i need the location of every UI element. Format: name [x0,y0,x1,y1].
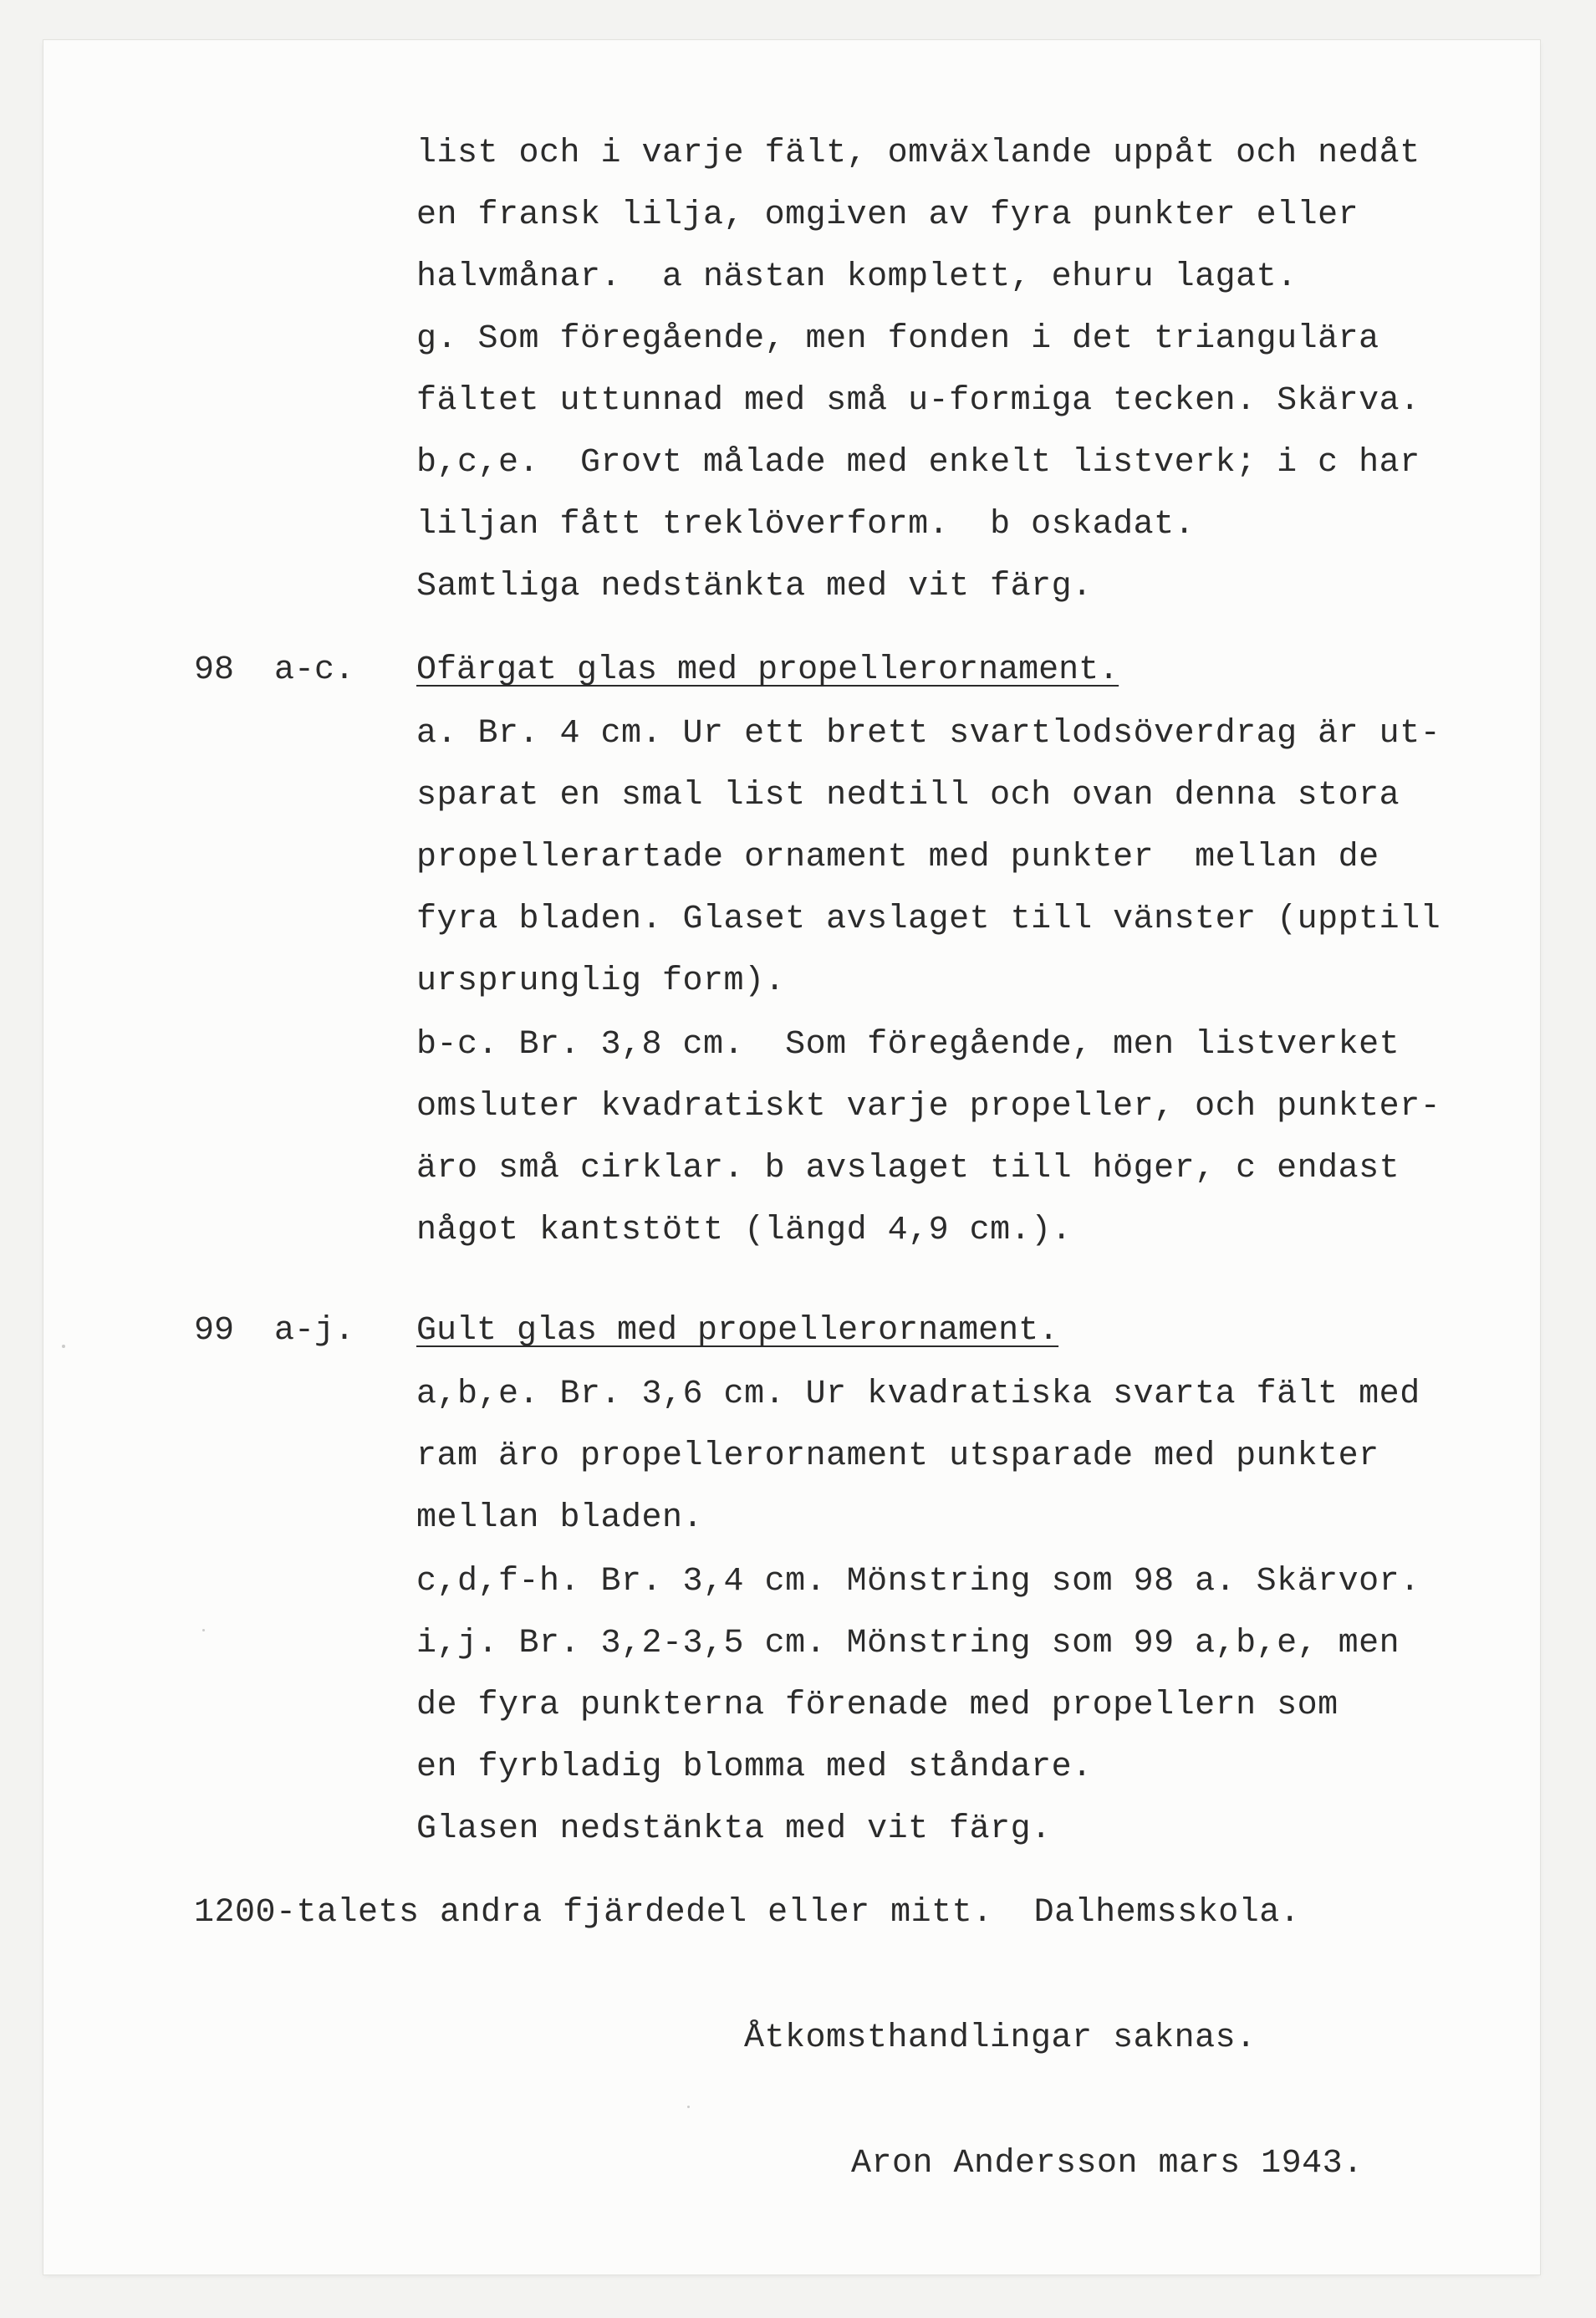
entry-line: något kantstött (längd 4,9 cm.). [416,1212,1073,1249]
entry-line: omsluter kvadratiskt varje propeller, och punkter- [416,1088,1441,1126]
entry-line: a,b,e. Br. 3,6 cm. Ur kvadratiska svarta fält med [416,1376,1420,1413]
intro-line: en fransk lilja, omgiven av fyra punkter eller [416,197,1359,234]
entry-number: 98 [194,651,235,689]
entry-line: Glasen nedstänkta med vit färg. [416,1810,1052,1848]
entry-line: a. Br. 4 cm. Ur ett brett svartlodsöverdrag är ut- [416,715,1441,753]
intro-line: list och i varje fält, omväxlande uppåt och nedåt [416,135,1420,172]
entry-line: fyra bladen. Glaset avslaget till vänster (upptill [416,901,1441,938]
entry-line: sparat en smal list nedtill och ovan denna stora [416,777,1400,814]
intro-line: liljan fått treklöverform. b oskadat. [416,506,1196,544]
entry-heading: Gult glas med propellerornament. [416,1312,1059,1350]
intro-line: Samtliga nedstänkta med vit färg. [416,568,1093,605]
entry-heading: Ofärgat glas med propellerornament. [416,651,1119,689]
intro-line: fältet uttunnad med små u-formiga tecken. Skärva. [416,382,1420,420]
paper-speck [687,2106,690,2108]
signature: Aron Andersson mars 1943. [851,2145,1364,2183]
intro-line: halvmånar. a nästan komplett, ehuru lagat. [416,258,1298,296]
entry-ref: a-j. [274,1312,355,1350]
intro-line: b,c,e. Grovt målade med enkelt listverk; i c har [416,444,1420,482]
entry-line: mellan bladen. [416,1499,704,1537]
dating-line: 1200-talets andra fjärdedel eller mitt. Dalhemsskola. [194,1894,1301,1932]
entry-line: ursprunglig form). [416,962,786,1000]
intro-line: g. Som föregående, men fonden i det triangulära [416,320,1379,358]
entry-line: de fyra punkterna förenade med propellern som [416,1687,1338,1724]
paper-speck [202,1629,205,1631]
entry-line: b-c. Br. 3,8 cm. Som föregående, men listverket [416,1026,1400,1064]
entry-line: i,j. Br. 3,2-3,5 cm. Mönstring som 99 a,b,e, men [416,1625,1400,1662]
entry-number: 99 [194,1312,235,1350]
typed-page [43,40,1540,2275]
entry-ref: a-c. [274,651,355,689]
entry-line: äro små cirklar. b avslaget till höger, c endast [416,1150,1400,1187]
entry-line: propellerartade ornament med punkter mellan de [416,839,1379,876]
records-note: Åtkomsthandlingar saknas. [744,2019,1257,2057]
entry-line: c,d,f-h. Br. 3,4 cm. Mönstring som 98 a. Skärvor. [416,1563,1420,1601]
entry-line: en fyrbladig blomma med ståndare. [416,1749,1093,1786]
entry-line: ram äro propellerornament utsparade med punkter [416,1437,1379,1475]
paper-speck [62,1345,65,1348]
